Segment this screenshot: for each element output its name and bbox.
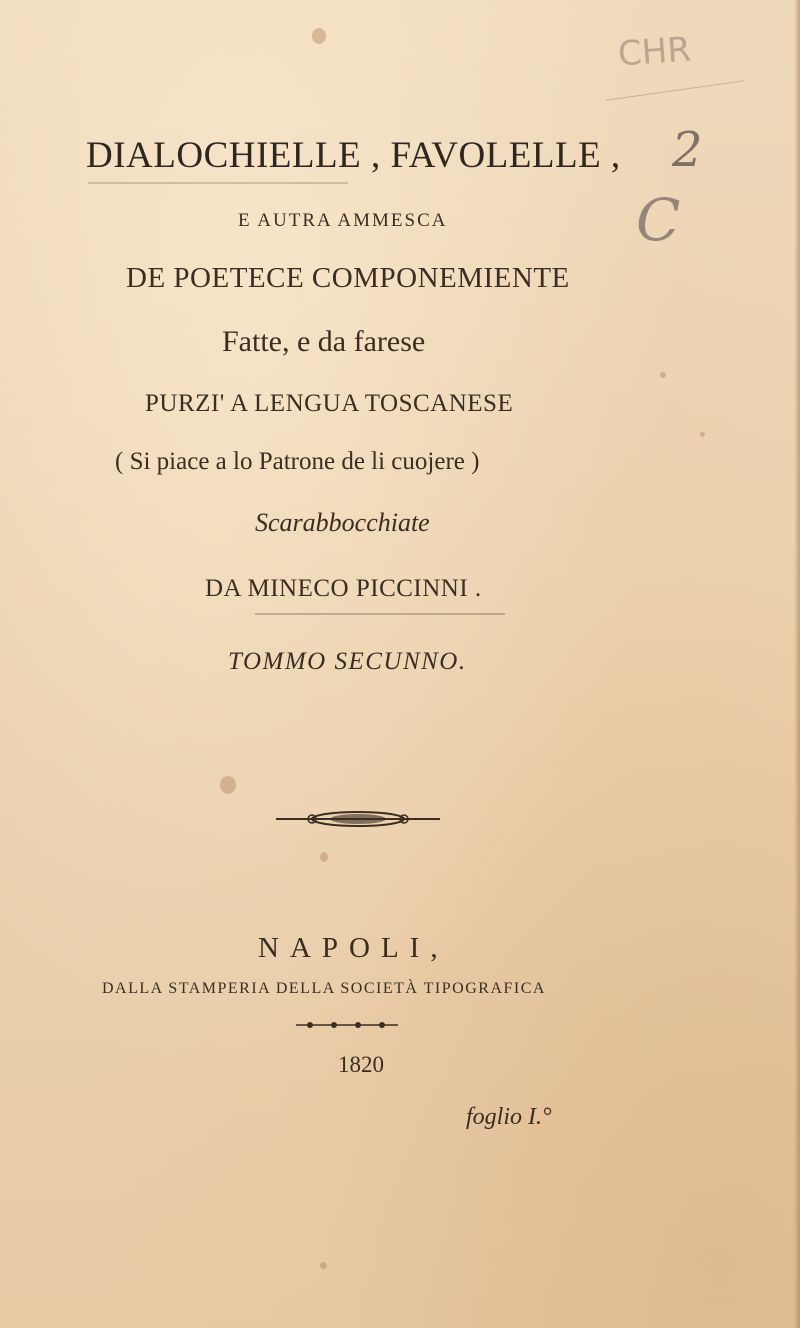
author-underline [255,613,505,615]
volume-line: TOMMO SECUNNO. [228,648,467,675]
imprint-city: NAPOLI, [258,932,449,964]
foxing-stain [320,1262,327,1269]
page-edge [794,0,800,1328]
imprint-year: 1820 [338,1052,384,1077]
margin-number: 2 [672,122,703,178]
pencil-note: CHR [616,29,693,75]
margin-letter: C [636,186,681,254]
foxing-stain [660,372,666,378]
author-line: DA MINECO PICCINNI . [205,575,482,602]
foxing-stain [312,28,326,44]
imprint-printer: DALLA STAMPERIA DELLA SOCIETÀ TIPOGRAFICA [102,980,546,997]
title-shadow-bar [88,182,348,184]
foxing-stain [220,776,236,794]
title-line-2: E AUTRA AMMESCA [238,210,448,231]
title-line-7: Scarabbocchiate [255,508,430,537]
title-line-1: DIALOCHIELLE , FAVOLELLE , [86,135,621,176]
title-line-5: PURZI' A LENGUA TOSCANESE [145,390,514,417]
sheet-signature: foglio I.° [466,1104,552,1130]
title-line-4: Fatte, e da farese [222,325,426,358]
foxing-stain [700,432,705,437]
foxing-stain [320,852,328,862]
title-line-6: ( Si piace a lo Patrone de li cuojere ) [115,448,480,475]
title-line-3: DE POETECE COMPONEMIENTE [126,262,570,294]
pencil-stroke [606,80,745,100]
small-rule-ornament [296,1020,398,1030]
printer-ornament [276,808,440,830]
